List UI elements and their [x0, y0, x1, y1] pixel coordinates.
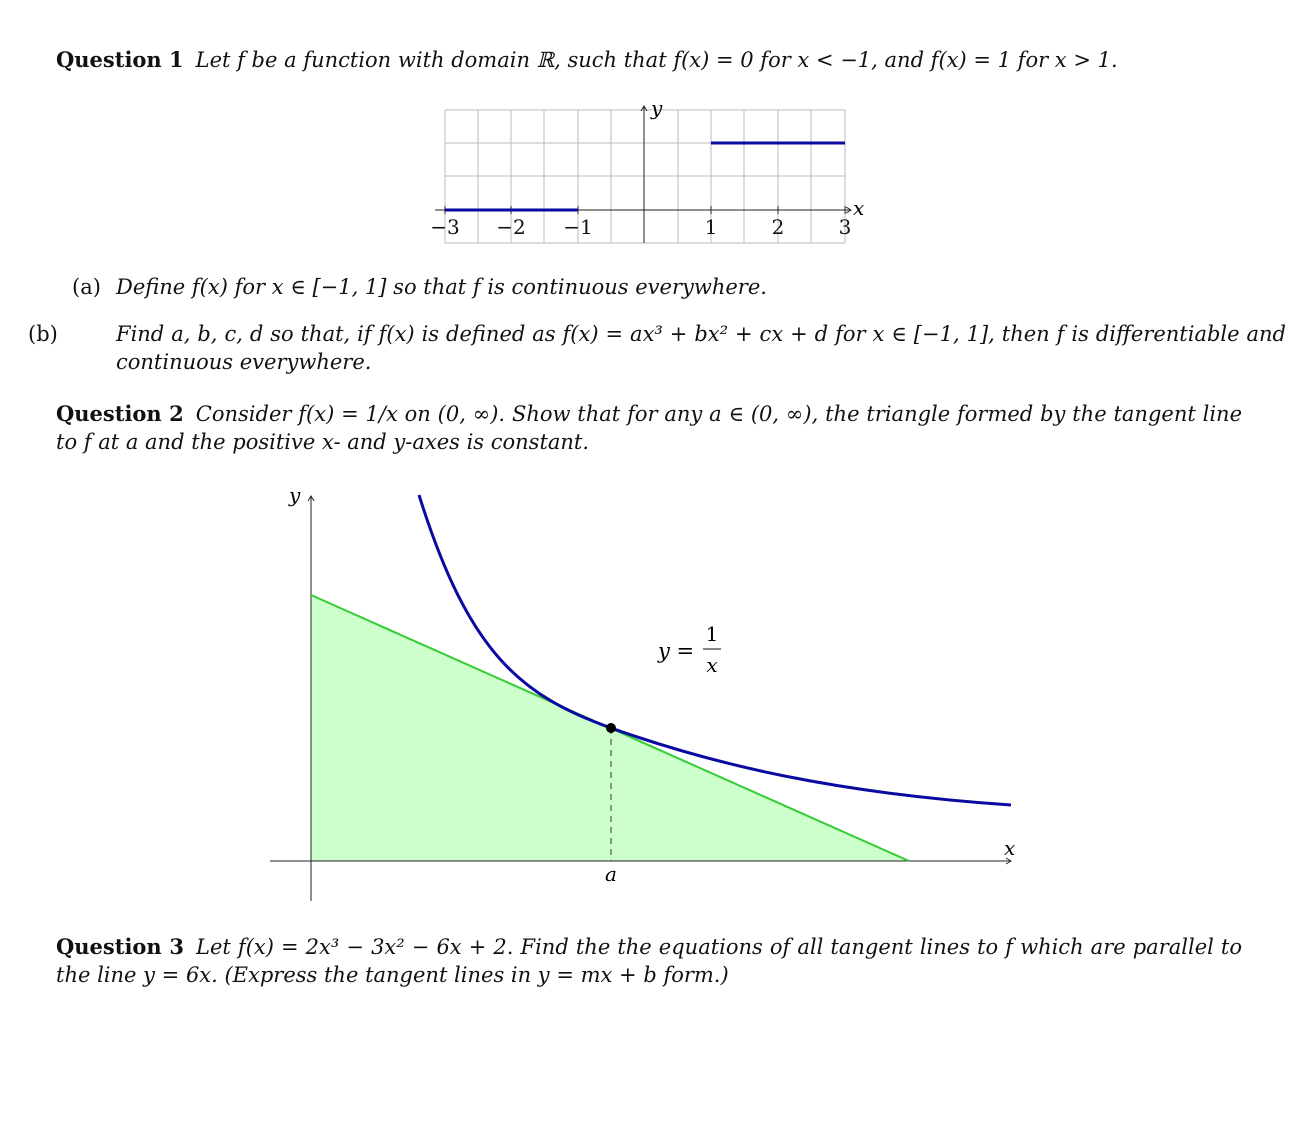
q2-curve-label-denominator: x: [706, 653, 718, 677]
q2-tangent-point: [606, 723, 616, 733]
part-b-label: (b): [28, 322, 58, 346]
question-3: [56, 933, 1242, 989]
q1-x-axis-label: x: [853, 196, 865, 220]
q1-tick-label-2: 2: [771, 215, 785, 239]
question-2-heading: Question 2: [56, 401, 184, 426]
q1-y-axis-label: y: [651, 96, 663, 120]
q2-x-axis-label: x: [1004, 836, 1016, 860]
q2-point-label: a: [605, 862, 617, 886]
q1-tick-label-neg1: −1: [563, 215, 593, 239]
question-1: [56, 46, 1242, 74]
q1-tick-label-neg3: −3: [430, 215, 460, 239]
question-1-part-b: [28, 320, 1286, 376]
question-1-part-a: [72, 273, 1242, 301]
q1-tick-label-3: 3: [838, 215, 852, 239]
q2-curve-label-lhs: y =: [658, 639, 695, 663]
q1-tick-label-1: 1: [704, 215, 718, 239]
part-a-text: Define f(x) for x ∈ [−1, 1] so that f is continuous everywhere.: [116, 275, 767, 299]
question-2: [56, 400, 1242, 456]
q1-step-function-graph: [425, 95, 885, 245]
q2-y-axis-label: y: [289, 485, 301, 507]
q2-reciprocal-graph: [260, 485, 1040, 905]
part-a-label: (a): [72, 275, 101, 299]
q2-curve-label-numerator: 1: [705, 622, 719, 646]
question-2-text: Consider f(x) = 1/x on (0, ∞). Show that for any a ∈ (0, ∞), the triangle formed by the tangent line to f at a and the positive x- and y-axes is constant.: [56, 402, 1243, 454]
question-1-heading: Question 1: [56, 47, 184, 72]
question-1-text: Let f be a function with domain ℝ, such that f(x) = 0 for x < −1, and f(x) = 1 for x > 1.: [195, 48, 1118, 72]
q1-tick-label-neg2: −2: [496, 215, 526, 239]
part-b-text: Find a, b, c, d so that, if f(x) is defined as f(x) = ax³ + bx² + cx + d for x ∈ [−1, 1], then f is differentiable and continuous everywhere.: [116, 322, 1286, 374]
question-3-heading: Question 3: [56, 934, 185, 959]
question-3-text: Let f(x) = 2x³ − 3x² − 6x + 2. Find the the equations of all tangent lines to f which are parallel to the line y = 6x. (Express the tangent lines in y = mx + b form.): [56, 935, 1242, 987]
